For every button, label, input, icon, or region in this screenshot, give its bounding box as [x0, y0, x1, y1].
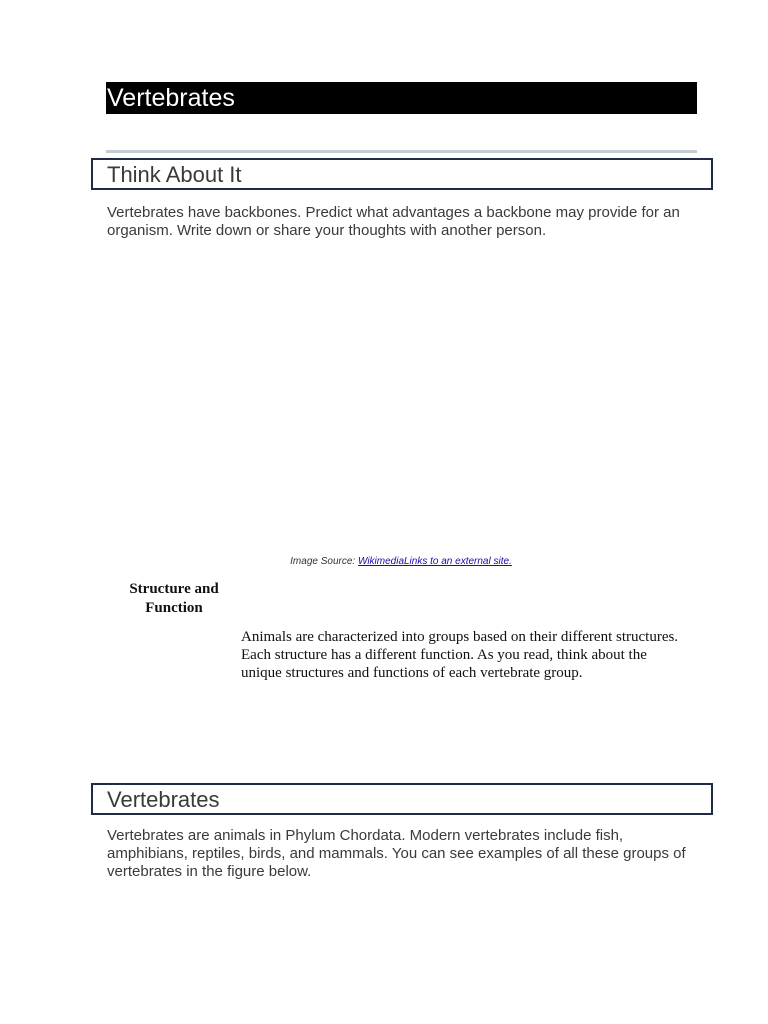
section-heading-vertebrates: Vertebrates: [91, 783, 713, 815]
vertebrates-image: [106, 250, 697, 540]
section-heading-think-about-it: Think About It: [91, 158, 713, 190]
page-title: Vertebrates: [106, 82, 697, 114]
vertebrates-paragraph: Vertebrates are animals in Phylum Chordata. Modern vertebrates include fish, amphibians, reptiles, birds, and mammals. You can see examples of all these groups of vertebrates in the figure below.: [107, 827, 686, 880]
wikimedia-link[interactable]: WikimediaLinks to an external site.: [357, 556, 512, 567]
structure-function-heading: Structure and Function: [129, 581, 219, 616]
image-caption: [0, 556, 768, 567]
structure-function-paragraph: Animals are characterized into groups based on their different structures. Each structure has a different function. As you read, think about the unique structures and functions of each vertebrate group.: [241, 629, 679, 681]
divider: [106, 150, 697, 153]
think-about-it-paragraph: Vertebrates have backbones. Predict what advantages a backbone may provide for an organism. Write down or share your thoughts with another person.: [107, 204, 680, 239]
image-caption-prefix: Image Source:: [290, 556, 358, 567]
